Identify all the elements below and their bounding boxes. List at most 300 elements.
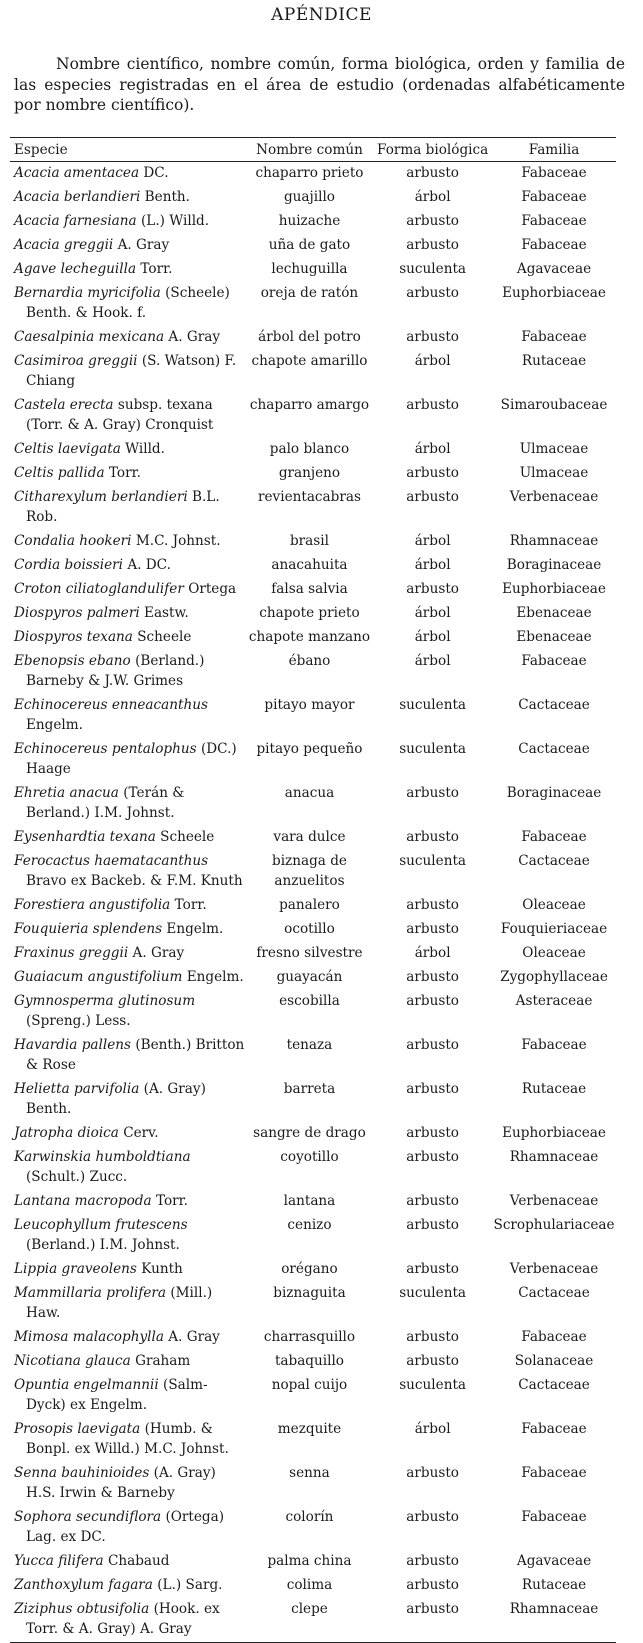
family-cell: Verbenaceae [509, 1193, 599, 1209]
scientific-name: Caesalpinia mexicana [14, 329, 165, 345]
biological-form-cell: suculenta [399, 741, 467, 757]
table-row [10, 1146, 616, 1190]
species-text [14, 1507, 246, 1547]
intro-paragraph: Nombre científico, nombre común, forma biológica, orden y familia de las especies registradas en el área de estudio (ordenadas alfabéticamente por nombre científico). [14, 55, 625, 114]
scientific-name: Echinocereus enneacanthus [14, 697, 208, 713]
family-cell: Solanaceae [514, 1353, 594, 1369]
species-text [14, 603, 246, 623]
species-cell [10, 738, 246, 782]
biological-form-cell: arbusto [406, 1353, 459, 1369]
common-name-cell: pitayo pequeño [256, 741, 363, 757]
common-name-cell: anacua [284, 785, 335, 801]
author-citation: DC. [143, 165, 169, 181]
column-header-common-name: Nombre común [256, 142, 363, 158]
biological-form-cell: árbol [414, 353, 451, 369]
common-name-cell: árbol del potro [258, 329, 361, 345]
table-row [10, 1374, 616, 1418]
table-row [10, 162, 616, 187]
common-name-cell: clepe [291, 1601, 328, 1617]
common-name-cell: guajillo [283, 189, 335, 205]
biological-form-cell: arbusto [406, 237, 459, 253]
species-text [14, 895, 246, 915]
species-text [14, 943, 246, 963]
species-text [14, 211, 246, 231]
column-header-biological-form: Forma biológica [377, 142, 489, 158]
author-citation: (Terán & Berland.) I.M. Johnst. [26, 785, 185, 821]
author-citation: A. DC. [127, 557, 171, 573]
scientific-name: Senna bauhinioides [14, 1465, 150, 1481]
scientific-name: Fouquieria splendens [14, 921, 163, 937]
author-citation: Chabaud [107, 1553, 170, 1569]
biological-form-cell: arbusto [406, 1329, 459, 1345]
author-citation: (L.) Sarg. [157, 1577, 223, 1593]
table-row [10, 918, 616, 942]
author-citation: (Benth.) Britton & Rose [26, 1037, 245, 1073]
author-citation: (Salm-Dyck) ex Engelm. [26, 1377, 208, 1413]
table-row [10, 990, 616, 1034]
author-citation: (Humb. & Bonpl. ex Willd.) M.C. Johnst. [26, 1421, 229, 1457]
biological-form-cell: arbusto [406, 785, 459, 801]
author-citation: Bravo ex Backeb. & F.M. Knuth [26, 873, 243, 889]
family-cell: Verbenaceae [509, 489, 599, 505]
table-row [10, 350, 616, 394]
common-name-cell: tabaquillo [274, 1353, 344, 1369]
scientific-name: Guaiacum angustifolium [14, 969, 183, 985]
scientific-name: Acacia farnesiana [14, 213, 137, 229]
species-cell [10, 326, 246, 350]
common-name-cell: lechuguilla [271, 261, 348, 277]
family-cell: Ulmaceae [519, 465, 589, 481]
author-citation: (Hook. ex Torr. & A. Gray) A. Gray [26, 1601, 220, 1637]
species-text [14, 783, 246, 823]
species-text [14, 695, 246, 735]
family-cell: Rhamnaceae [509, 1149, 599, 1165]
species-text [14, 1551, 246, 1571]
family-cell: Fabaceae [521, 829, 587, 845]
family-cell: Fabaceae [521, 1329, 587, 1345]
table-row [10, 210, 616, 234]
family-cell: Boraginaceae [506, 785, 602, 801]
biological-form-cell: árbol [414, 189, 451, 205]
species-text [14, 851, 246, 891]
table-row [10, 1214, 616, 1258]
species-cell [10, 1078, 246, 1122]
scientific-name: Ferocactus haematacanthus [14, 853, 209, 869]
species-cell [10, 1326, 246, 1350]
scientific-name: Karwinskia humboldtiana [14, 1149, 191, 1165]
biological-form-cell: árbol [414, 1421, 451, 1437]
family-cell: Ebenaceae [516, 605, 592, 621]
table-row [10, 738, 616, 782]
author-citation: Cerv. [123, 1125, 159, 1141]
species-cell [10, 258, 246, 282]
family-cell: Euphorbiaceae [502, 581, 606, 597]
biological-form-cell: arbusto [406, 1601, 459, 1617]
table-row [10, 782, 616, 826]
species-cell [10, 602, 246, 626]
common-name-cell: pitayo mayor [264, 697, 355, 713]
author-citation: Ortega [188, 581, 237, 597]
table-row [10, 1418, 616, 1462]
table-row [10, 1282, 616, 1326]
biological-form-cell: arbusto [406, 1577, 459, 1593]
author-citation: Engelm. [186, 969, 244, 985]
species-text [14, 967, 246, 987]
family-cell: Fabaceae [521, 1465, 587, 1481]
author-citation: A. Gray [168, 1329, 220, 1345]
table-row [10, 282, 616, 326]
table-row [10, 326, 616, 350]
table-body [10, 162, 616, 1643]
family-cell: Rutaceae [521, 353, 587, 369]
common-name-cell: chaparro prieto [255, 165, 364, 181]
common-name-cell: colima [286, 1577, 333, 1593]
common-name-cell: granjeno [278, 465, 341, 481]
family-cell: Simaroubaceae [500, 397, 608, 413]
table-row [10, 1078, 616, 1122]
species-text [14, 259, 246, 279]
family-cell: Agavaceae [516, 261, 592, 277]
biological-form-cell: arbusto [406, 213, 459, 229]
table-row [10, 1598, 616, 1643]
table-row [10, 258, 616, 282]
species-cell [10, 1122, 246, 1146]
family-cell: Rutaceae [521, 1081, 587, 1097]
table-row [10, 966, 616, 990]
species-cell [10, 1282, 246, 1326]
table-row [10, 1258, 616, 1282]
common-name-cell: tenaza [286, 1037, 333, 1053]
species-text [14, 1463, 246, 1503]
family-cell: Verbenaceae [509, 1261, 599, 1277]
biological-form-cell: arbusto [406, 969, 459, 985]
species-text [14, 827, 246, 847]
biological-form-cell: árbol [414, 557, 451, 573]
scientific-name: Mimosa malacophylla [14, 1329, 164, 1345]
scientific-name: Sophora secundiflora [14, 1509, 162, 1525]
scientific-name: Ehretia anacua [14, 785, 119, 801]
author-citation: (L.) Willd. [140, 213, 210, 229]
author-citation: (Ortega) Lag. ex DC. [26, 1509, 225, 1545]
author-citation: A. Gray [117, 237, 170, 253]
species-text [14, 1351, 246, 1371]
species-text [14, 1419, 246, 1459]
author-citation: Kunth [141, 1261, 183, 1277]
species-text [14, 651, 246, 691]
common-name-cell: panalero [279, 897, 340, 913]
column-header-species: Especie [14, 142, 68, 158]
family-cell: Ulmaceae [519, 441, 589, 457]
table-row [10, 486, 616, 530]
scientific-name: Gymnosperma glutinosum [14, 993, 196, 1009]
author-citation: Scheele [160, 829, 215, 845]
species-text [14, 531, 246, 551]
common-name-cell: chapote prieto [259, 605, 360, 621]
family-cell: Boraginaceae [506, 557, 602, 573]
scientific-name: Cordia boissieri [14, 557, 123, 573]
biological-form-cell: arbusto [406, 1261, 459, 1277]
common-name-cell: colorín [285, 1509, 334, 1525]
table-row [10, 1462, 616, 1506]
species-cell [10, 918, 246, 942]
common-name-cell: falsa salvia [271, 581, 348, 597]
species-text [14, 187, 246, 207]
species-cell [10, 394, 246, 438]
species-cell [10, 234, 246, 258]
family-cell: Fabaceae [521, 213, 587, 229]
common-name-cell: oreja de ratón [260, 285, 359, 301]
table-row [10, 942, 616, 966]
author-citation: (Mill.) Haw. [26, 1285, 213, 1321]
scientific-name: Zanthoxylum fagara [14, 1577, 153, 1593]
species-text [14, 919, 246, 939]
common-name-cell: nopal cuijo [271, 1377, 348, 1393]
species-cell [10, 210, 246, 234]
biological-form-cell: arbusto [406, 993, 459, 1009]
common-name-cell: fresno silvestre [256, 945, 363, 961]
author-citation: (Schult.) Zucc. [26, 1169, 128, 1185]
table-row [10, 234, 616, 258]
author-citation: Eastw. [144, 605, 189, 621]
species-cell [10, 462, 246, 486]
species-text [14, 1215, 246, 1255]
scientific-name: Diospyros texana [14, 629, 133, 645]
author-citation: Torr. [140, 261, 173, 277]
scientific-name: Opuntia engelmannii [14, 1377, 159, 1393]
family-cell: Scrophulariaceae [493, 1217, 615, 1233]
common-name-cell: mezquite [277, 1421, 342, 1437]
biological-form-cell: arbusto [406, 897, 459, 913]
author-citation: Graham [135, 1353, 191, 1369]
common-name-cell: vara dulce [273, 829, 346, 845]
species-text [14, 463, 246, 483]
common-name-cell: biznaga de anzuelitos [272, 853, 347, 889]
family-cell: Cactaceae [518, 697, 590, 713]
species-text [14, 1079, 246, 1119]
author-citation: Torr. [155, 1193, 188, 1209]
family-cell: Cactaceae [518, 1285, 590, 1301]
family-cell: Fabaceae [521, 1509, 587, 1525]
common-name-cell: barreta [283, 1081, 336, 1097]
species-text [14, 739, 246, 779]
common-name-cell: ocotillo [284, 921, 335, 937]
scientific-name: Helietta parvifolia [14, 1081, 140, 1097]
scientific-name: Mammillaria prolifera [14, 1285, 166, 1301]
species-text [14, 1375, 246, 1415]
species-cell [10, 578, 246, 602]
author-citation: Engelm. [26, 717, 83, 733]
species-cell [10, 894, 246, 918]
species-cell [10, 1550, 246, 1574]
species-cell [10, 1506, 246, 1550]
common-name-cell: huizache [278, 213, 341, 229]
table-row [10, 1034, 616, 1078]
author-citation: M.C. Johnst. [135, 533, 221, 549]
family-cell: Fabaceae [521, 653, 587, 669]
species-text [14, 1035, 246, 1075]
species-text [14, 627, 246, 647]
species-text [14, 1599, 246, 1639]
family-cell: Asteraceae [515, 993, 593, 1009]
species-cell [10, 990, 246, 1034]
family-cell: Fabaceae [521, 189, 587, 205]
table-row [10, 894, 616, 918]
biological-form-cell: arbusto [406, 1149, 459, 1165]
author-citation: (DC.) Haage [26, 741, 237, 777]
family-cell: Zygophyllaceae [500, 969, 608, 985]
table-row [10, 1506, 616, 1550]
family-cell: Cactaceae [518, 853, 590, 869]
species-cell [10, 1190, 246, 1214]
biological-form-cell: árbol [414, 441, 451, 457]
author-citation: Scheele [137, 629, 192, 645]
table-row [10, 1190, 616, 1214]
common-name-cell: coyotillo [280, 1149, 339, 1165]
species-cell [10, 486, 246, 530]
common-name-cell: guayacán [276, 969, 343, 985]
scientific-name: Citharexylum berlandieri [14, 489, 188, 505]
author-citation: A. Gray [132, 945, 185, 961]
species-cell [10, 1462, 246, 1506]
biological-form-cell: arbusto [406, 489, 459, 505]
species-cell [10, 1598, 246, 1643]
author-citation: Torr. [108, 465, 141, 481]
species-text [14, 327, 246, 347]
family-cell: Cactaceae [518, 741, 590, 757]
table-row [10, 650, 616, 694]
scientific-name: Acacia greggii [14, 237, 114, 253]
family-cell: Fabaceae [521, 1037, 587, 1053]
species-cell [10, 1574, 246, 1598]
biological-form-cell: arbusto [406, 1037, 459, 1053]
table-row [10, 1574, 616, 1598]
scientific-name: Forestiera angustifolia [14, 897, 171, 913]
scientific-name: Nicotiana glauca [14, 1353, 131, 1369]
species-cell [10, 162, 246, 187]
family-cell: Cactaceae [518, 1377, 590, 1393]
biological-form-cell: arbusto [406, 1081, 459, 1097]
scientific-name: Agave lecheguilla [14, 261, 137, 277]
family-cell: Rhamnaceae [509, 1601, 599, 1617]
common-name-cell: chapote amarillo [251, 353, 368, 369]
author-citation: (Spreng.) Less. [26, 1013, 131, 1029]
family-cell: Agavaceae [516, 1553, 592, 1569]
scientific-name: Croton ciliatoglandulifer [14, 581, 184, 597]
table-row [10, 438, 616, 462]
biological-form-cell: arbusto [406, 1465, 459, 1481]
family-cell: Fouquieriaceae [500, 921, 608, 937]
biological-form-cell: arbusto [406, 329, 459, 345]
species-cell [10, 694, 246, 738]
family-cell: Rhamnaceae [509, 533, 599, 549]
scientific-name: Echinocereus pentalophus [14, 741, 197, 757]
column-header-family: Familia [528, 142, 580, 158]
species-cell [10, 186, 246, 210]
family-cell: Oleaceae [522, 897, 586, 913]
biological-form-cell: arbusto [406, 1125, 459, 1141]
table-row [10, 1350, 616, 1374]
species-cell [10, 350, 246, 394]
table-row [10, 554, 616, 578]
scientific-name: Ziziphus obtusifolia [14, 1601, 150, 1617]
author-citation: Engelm. [166, 921, 224, 937]
species-cell [10, 1258, 246, 1282]
common-name-cell: biznaguita [273, 1285, 346, 1301]
species-text [14, 1259, 246, 1279]
biological-form-cell: suculenta [399, 697, 467, 713]
biological-form-cell: arbusto [406, 1217, 459, 1233]
species-cell [10, 850, 246, 894]
author-citation: (Berland.) Barneby & J.W. Grimes [26, 653, 205, 689]
table-row [10, 1550, 616, 1574]
common-name-cell: palo blanco [269, 441, 350, 457]
table-row [10, 850, 616, 894]
species-text [14, 395, 246, 435]
table-row [10, 530, 616, 554]
family-cell: Fabaceae [521, 165, 587, 181]
scientific-name: Casimiroa greggii [14, 353, 138, 369]
species-text [14, 1191, 246, 1211]
common-name-cell: cenizo [287, 1217, 332, 1233]
biological-form-cell: arbusto [406, 581, 459, 597]
family-cell: Ebenaceae [516, 629, 592, 645]
scientific-name: Lippia graveolens [14, 1261, 137, 1277]
species-cell [10, 1350, 246, 1374]
species-text [14, 351, 246, 391]
species-cell [10, 1146, 246, 1190]
scientific-name: Diospyros palmeri [14, 605, 140, 621]
biological-form-cell: suculenta [399, 1377, 467, 1393]
author-citation: (Scheele) Benth. & Hook. f. [26, 285, 230, 321]
common-name-cell: orégano [281, 1261, 338, 1277]
species-text [14, 991, 246, 1031]
species-cell [10, 282, 246, 326]
scientific-name: Celtis laevigata [14, 441, 121, 457]
family-cell: Fabaceae [521, 329, 587, 345]
species-table [10, 137, 616, 1643]
author-citation: Torr. [174, 897, 207, 913]
species-text [14, 1147, 246, 1187]
scientific-name: Yucca filifera [14, 1553, 104, 1569]
table-row [10, 578, 616, 602]
table-row [10, 394, 616, 438]
table-row [10, 626, 616, 650]
author-citation: Benth. [144, 189, 190, 205]
common-name-cell: charrasquillo [263, 1329, 356, 1345]
scientific-name: Fraxinus greggii [14, 945, 129, 961]
biological-form-cell: árbol [414, 653, 451, 669]
table-row [10, 1122, 616, 1146]
species-cell [10, 626, 246, 650]
scientific-name: Condalia hookeri [14, 533, 132, 549]
biological-form-cell: arbusto [406, 1509, 459, 1525]
common-name-cell: senna [289, 1465, 330, 1481]
biological-form-cell: árbol [414, 605, 451, 621]
biological-form-cell: árbol [414, 945, 451, 961]
author-citation: subsp. texana (Torr. & A. Gray) Cronquist [26, 397, 214, 433]
biological-form-cell: arbusto [406, 829, 459, 845]
author-citation: Willd. [125, 441, 165, 457]
species-cell [10, 782, 246, 826]
family-cell: Euphorbiaceae [502, 1125, 606, 1141]
species-text [14, 1575, 246, 1595]
common-name-cell: ébano [288, 653, 331, 669]
scientific-name: Bernardia myricifolia [14, 285, 161, 301]
biological-form-cell: arbusto [406, 397, 459, 413]
species-text [14, 163, 246, 183]
species-cell [10, 942, 246, 966]
author-citation: (A. Gray) H.S. Irwin & Barneby [26, 1465, 216, 1501]
